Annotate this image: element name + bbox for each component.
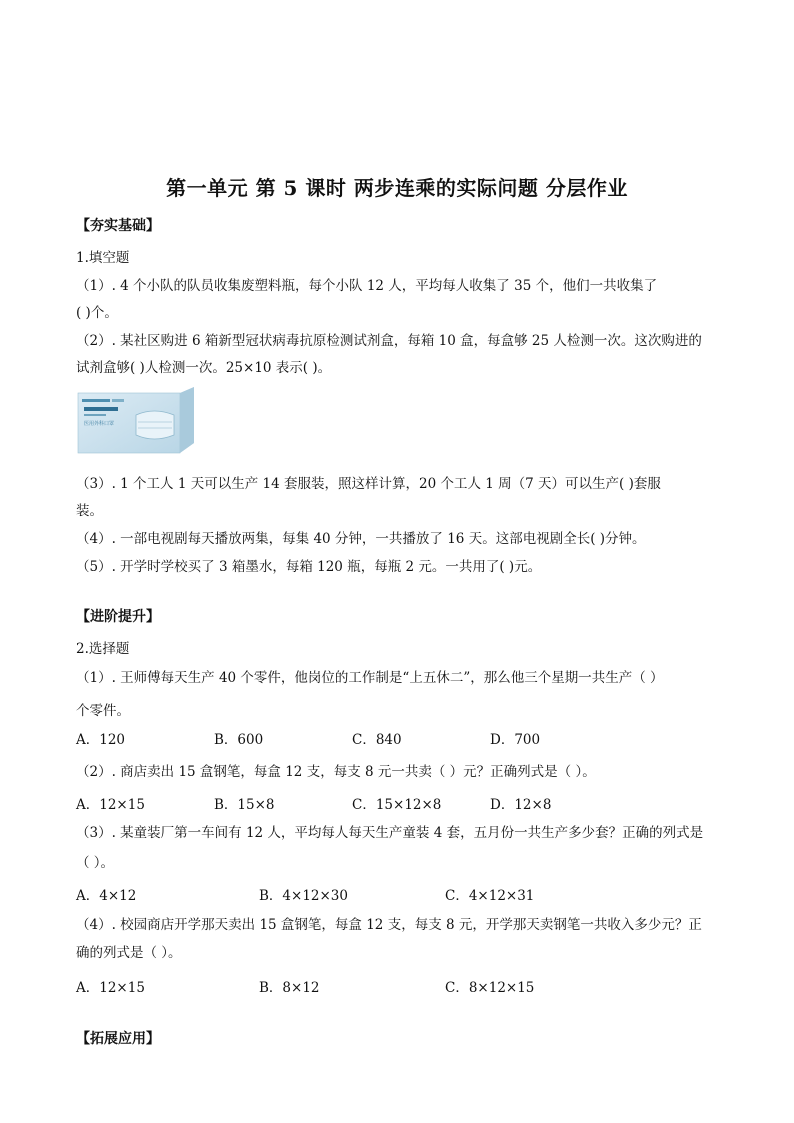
choice-question-4-line-1: （4）. 校园商店开学那天卖出 15 盒钢笔，每盒 12 支，每支 8 元，开学那天卖钢笔一共收入多少元？正	[76, 917, 702, 933]
question-group-title: 2.选择题	[76, 641, 130, 657]
choice-question-3-line-1: （3）. 某童装厂第一车间有 12 人，平均每人每天生产童装 4 套，五月份一共生产多少套？正确的列式是	[76, 825, 704, 841]
section-header-extension: 【拓展应用】	[76, 1031, 160, 1047]
fill-question-5: （5）. 开学时学校买了 3 箱墨水，每箱 120 瓶，每瓶 2 元。一共用了( )元。	[76, 559, 542, 575]
section-header-basic: 【夯实基础】	[76, 218, 160, 234]
choice-question-4-line-2: 确的列式是（ ）。	[76, 945, 182, 961]
choice-question-1-line-2: 个零件。	[76, 703, 130, 719]
option-a: A．12×15	[76, 797, 145, 813]
option-b: B．15×8	[214, 797, 275, 813]
choice-question-2-line-1: （2）. 商店卖出 15 盒钢笔，每盒 12 支，每支 8 元一共卖（ ）元？正确列式是（ ）。	[76, 764, 596, 780]
choice-question-1-line-1: （1）. 王师傅每天生产 40 个零件，他岗位的工作制是“上五休二”，那么他三个星期一共生产（ ）	[76, 670, 664, 686]
option-c: C．15×12×8	[352, 797, 442, 813]
option-c: C．8×12×15	[445, 980, 535, 996]
option-a: A．120	[76, 732, 126, 748]
option-c: C．840	[352, 732, 402, 748]
option-c: C．4×12×31	[445, 888, 535, 904]
section-header-advanced: 【进阶提升】	[76, 609, 160, 625]
option-a: A．12×15	[76, 980, 145, 996]
fill-question-2-line-2: 试剂盒够( )人检测一次。25×10 表示( )。	[76, 360, 332, 376]
fill-question-1-line-2: ( )个。	[76, 305, 118, 321]
fill-question-1-line-1: （1）. 4 个小队的队员收集废塑料瓶，每个小队 12 人，平均每人收集了 35 个，他们一共收集了	[76, 278, 658, 294]
option-b: B．8×12	[259, 980, 320, 996]
option-d: D．12×8	[490, 797, 552, 813]
fill-question-2-line-1: （2）. 某社区购进 6 箱新型冠状病毒抗原检测试剂盒，每箱 10 盒，每盒够 25 人检测一次。这次购进的	[76, 333, 702, 349]
option-b: B．600	[214, 732, 264, 748]
page-title: 第一单元 第 5 课时 两步连乘的实际问题 分层作业	[166, 176, 628, 200]
fill-question-4: （4）. 一部电视剧每天播放两集，每集 40 分钟，一共播放了 16 天。这部电视剧全长( )分钟。	[76, 531, 646, 547]
box-label: 医用外科口罩	[84, 421, 115, 427]
option-a: A．4×12	[76, 888, 137, 904]
mask-box-image	[76, 385, 196, 455]
choice-question-3-line-2: （ ）。	[76, 855, 115, 871]
question-group-title: 1.填空题	[76, 250, 130, 266]
fill-question-3-line-1: （3）. 1 个工人 1 天可以生产 14 套服装，照这样计算，20 个工人 1 周（7 天）可以生产( )套服	[76, 476, 661, 492]
fill-question-3-line-2: 装。	[76, 503, 103, 519]
option-b: B．4×12×30	[259, 888, 348, 904]
option-d: D．700	[490, 732, 541, 748]
